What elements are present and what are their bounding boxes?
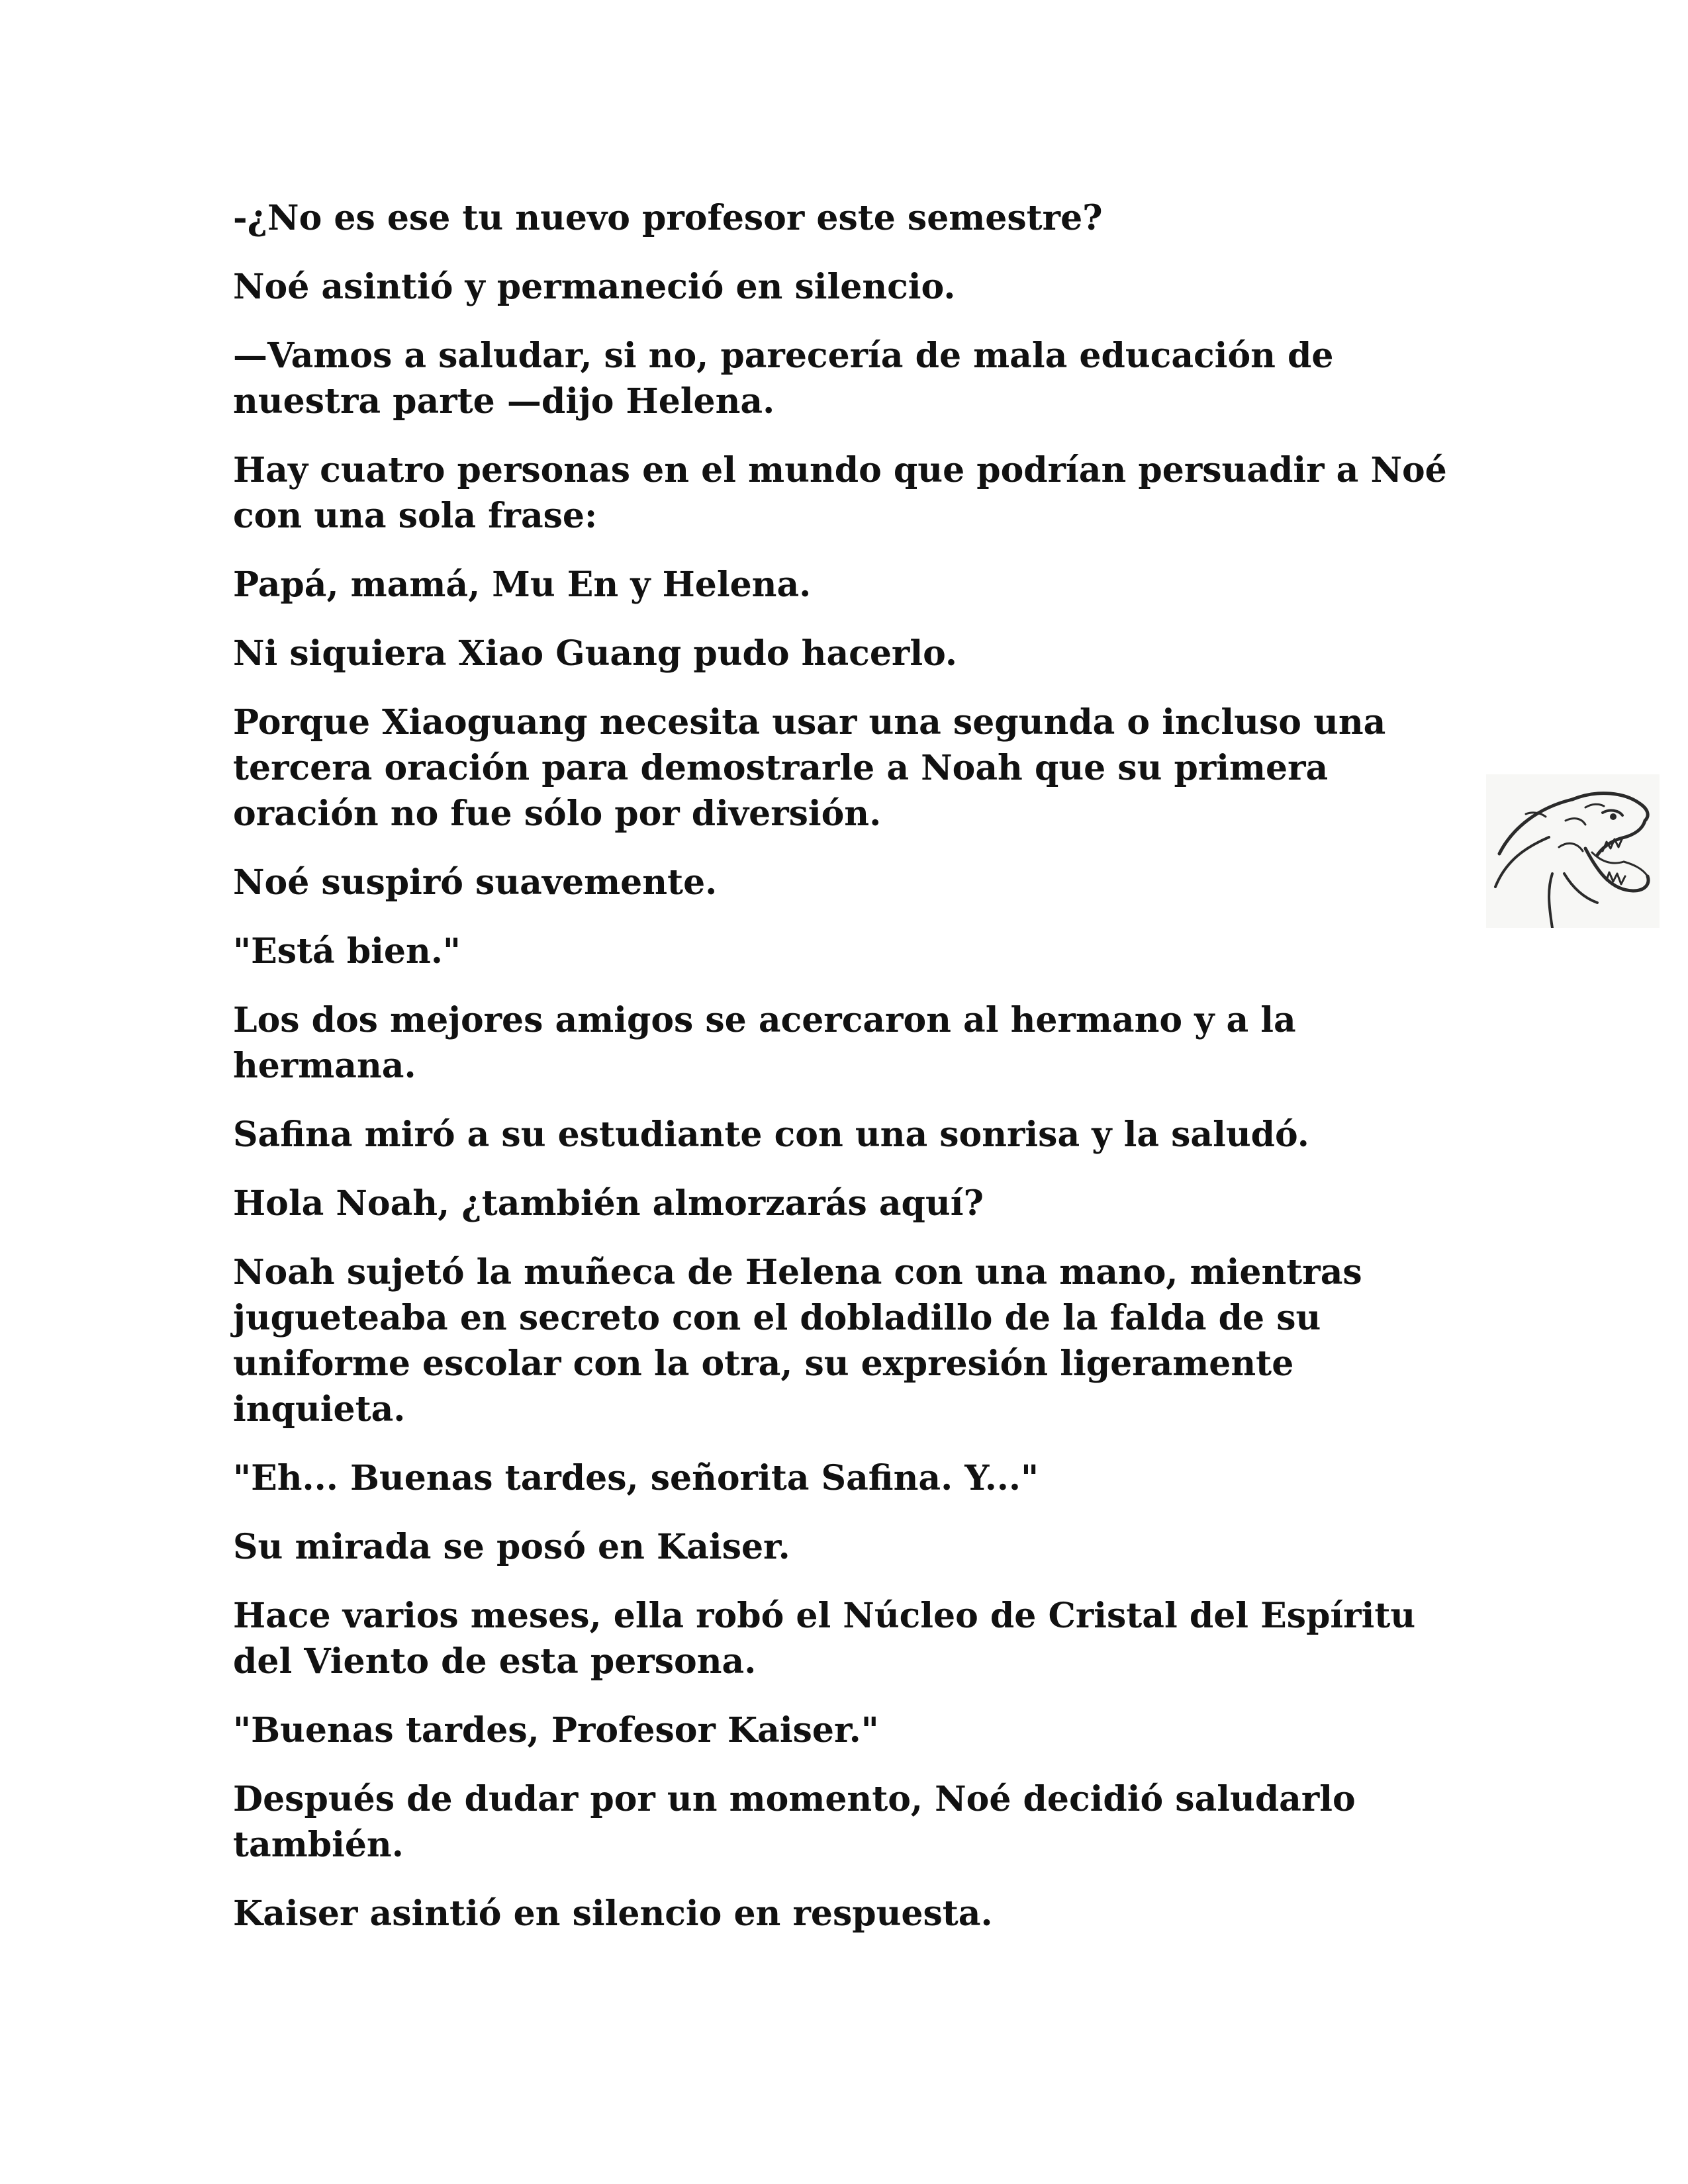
paragraph: Su mirada se posó en Kaiser. bbox=[233, 1527, 790, 1567]
dinosaur-head-sketch-icon bbox=[1486, 774, 1660, 928]
paragraph: Los dos mejores amigos se acercaron al hermano y a la hermana. bbox=[233, 1000, 1296, 1086]
paragraph: Noé asintió y permaneció en silencio. bbox=[233, 267, 956, 307]
paragraph: Después de dudar por un momento, Noé decidió saludarlo también. bbox=[233, 1779, 1356, 1865]
paragraph: —Vamos a saludar, si no, parecería de mala educación de nuestra parte —dijo Helena. bbox=[233, 336, 1334, 422]
paragraph: Porque Xiaoguang necesita usar una segunda o incluso una tercera oración para demostrarle a Noah que su primera oración no fue sólo por diversión. bbox=[233, 702, 1386, 834]
paragraph: Noé suspiró suavemente. bbox=[233, 862, 718, 903]
paragraph: Noah sujetó la muñeca de Helena con una mano, mientras jugueteaba en secreto con el dobladillo de la falda de su uniforme escolar con la otra, su expresión ligeramente inquieta. bbox=[233, 1252, 1362, 1430]
paragraph: -¿No es ese tu nuevo profesor este semestre? bbox=[233, 198, 1103, 238]
paragraph: Hace varios meses, ella robó el Núcleo de Cristal del Espíritu del Viento de esta persona. bbox=[233, 1596, 1416, 1682]
paragraph: Papá, mamá, Mu En y Helena. bbox=[233, 565, 812, 605]
paragraph: Ni siquiera Xiao Guang pudo hacerlo. bbox=[233, 633, 957, 674]
paragraph: "Eh... Buenas tardes, señorita Safina. Y..." bbox=[233, 1458, 1039, 1498]
text-column bbox=[233, 195, 1477, 1960]
paragraph: Kaiser asintió en silencio en respuesta. bbox=[233, 1893, 993, 1934]
paragraph: Hola Noah, ¿también almorzarás aquí? bbox=[233, 1183, 984, 1224]
paragraph: Hay cuatro personas en el mundo que podrían persuadir a Noé con una sola frase: bbox=[233, 450, 1447, 536]
paragraph: "Está bien." bbox=[233, 931, 461, 972]
paragraph: "Buenas tardes, Profesor Kaiser." bbox=[233, 1710, 879, 1751]
paragraph: Safina miró a su estudiante con una sonrisa y la saludó. bbox=[233, 1115, 1309, 1155]
